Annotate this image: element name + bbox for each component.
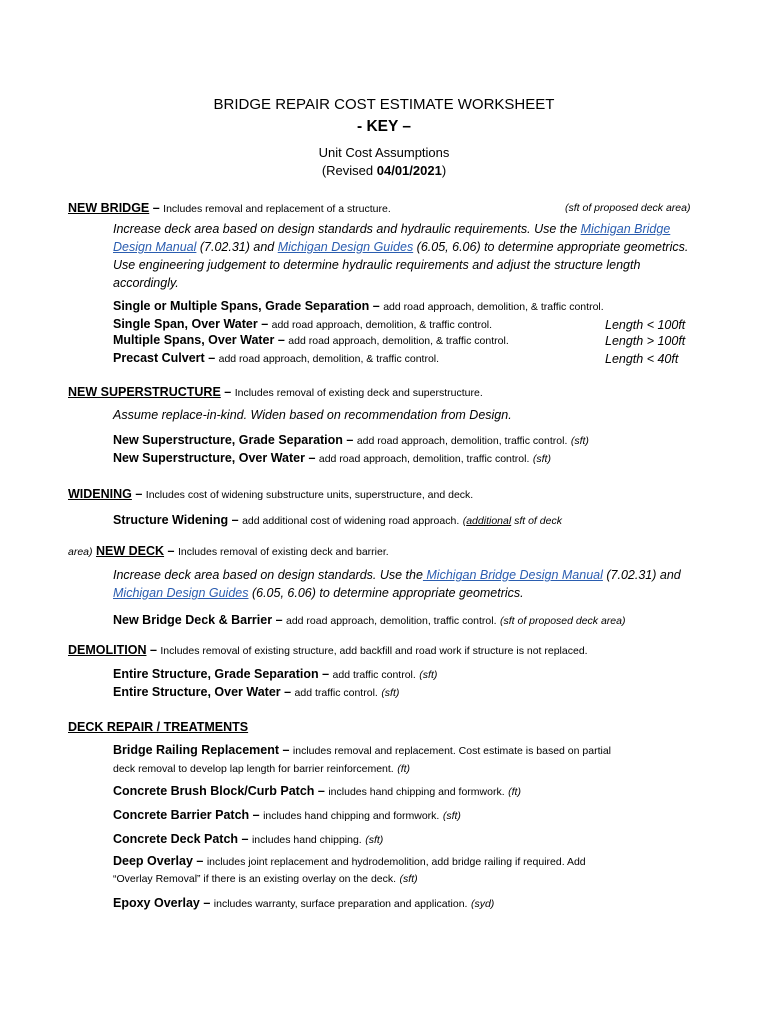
unit-wrap: area) (68, 546, 93, 558)
cost-item: New Bridge Deck & Barrier – add road approach, demolition, traffic control. (sft of proposed deck area) (113, 613, 626, 627)
cost-item: Epoxy Overlay – includes warranty, surface preparation and application. (syd) (113, 896, 495, 910)
item-name: Entire Structure, Grade Separation (113, 667, 319, 681)
item-unit: (ft) (508, 786, 521, 798)
item-unit: (sft) (442, 810, 461, 822)
item-unit: (sft) (365, 834, 384, 846)
item-desc: add additional cost of widening road approach. (242, 515, 460, 527)
paragraph-line: accordingly. (113, 276, 179, 290)
cost-item: Structure Widening – add additional cost of widening road approach. (additional sft of deck (113, 513, 562, 527)
cost-item: Concrete Barrier Patch – includes hand chipping and formwork. (sft) (113, 808, 461, 822)
cost-item: Concrete Brush Block/Curb Patch – includes hand chipping and formwork. (ft) (113, 784, 521, 798)
section-desc: Includes removal and replacement of a structure. (163, 203, 391, 215)
section-desc: Includes removal of existing deck and barrier. (177, 546, 389, 558)
para-text: (7.02.31) and (602, 568, 681, 582)
cost-item: Multiple Spans, Over Water – add road approach, demolition, & traffic control. (113, 333, 509, 347)
cost-item: Deep Overlay – includes joint replacement and hydrodemolition, add bridge railing if required. Add (113, 854, 586, 868)
unit-underlined: additional (466, 515, 512, 527)
section-title: DEMOLITION (68, 643, 147, 657)
item-desc: includes warranty, surface preparation and application. (213, 898, 468, 910)
item-name: Structure Widening (113, 513, 229, 527)
item-desc: deck removal to develop lap length for barrier reinforcement. (113, 763, 394, 775)
item-name: Concrete Brush Block/Curb Patch (113, 784, 315, 798)
subtitle: Unit Cost Assumptions (318, 145, 450, 160)
link-michigan-bridge-design-manual[interactable]: Design Manual (113, 240, 197, 254)
length-constraint: Length < 100ft (605, 318, 686, 332)
unit-label: (sft of proposed deck area) (565, 202, 691, 214)
document-title: BRIDGE REPAIR COST ESTIMATE WORKSHEET (213, 96, 555, 113)
key-label: - KEY – (357, 118, 411, 135)
cost-item-continued (113, 872, 418, 885)
section-desc: Includes cost of widening substructure units, superstructure, and deck. (145, 489, 474, 501)
item-desc: add road approach, demolition, traffic control. (318, 453, 530, 465)
section-desc: Includes removal of existing structure, add backfill and road work if structure is not replaced. (160, 645, 588, 657)
section-demolition: DEMOLITION – Includes removal of existing structure, add backfill and road work if structure is not replaced. (68, 643, 588, 657)
para-text: (6.05, 6.06) to determine appropriate geometrics. (248, 586, 524, 600)
item-desc: add road approach, demolition, traffic control. (356, 435, 568, 447)
link-michigan-bridge-design-manual[interactable]: Michigan Bridge (580, 222, 671, 236)
item-desc: add road approach, demolition, & traffic control. (383, 301, 604, 313)
section-dash: – (149, 201, 164, 215)
item-unit (463, 515, 562, 527)
item-name: Single or Multiple Spans, Grade Separation (113, 299, 370, 313)
item-name: Multiple Spans, Over Water (113, 333, 275, 347)
item-unit: (sft) (419, 669, 438, 681)
paragraph-line (113, 223, 670, 236)
cost-item: Entire Structure, Grade Separation – add traffic control. (sft) (113, 667, 438, 681)
item-name: Precast Culvert (113, 351, 205, 365)
link-michigan-bridge-design-manual[interactable]: Michigan Bridge Design Manual (422, 568, 603, 582)
section-desc: Includes removal of existing deck and superstructure. (234, 387, 483, 399)
item-desc: add traffic control. (332, 669, 416, 681)
item-unit: (ft) (397, 763, 411, 775)
paragraph-line (113, 587, 524, 600)
cost-item: Precast Culvert – add road approach, demolition, & traffic control. (113, 351, 440, 365)
item-desc: add road approach, demolition, & traffic control. (218, 353, 440, 365)
para-text: (7.02.31) and (196, 240, 278, 254)
item-name: Deep Overlay (113, 854, 193, 868)
item-unit: (sft of proposed deck area) (500, 615, 626, 627)
item-desc: includes hand chipping and formwork. (263, 810, 440, 822)
section-widening: WIDENING – Includes cost of widening substructure units, superstructure, and deck. (68, 487, 474, 501)
cost-item: Concrete Deck Patch – includes hand chipping. (sft) (113, 832, 384, 846)
para-text: (6.05, 6.06) to determine appropriate geometrics. (413, 240, 689, 254)
para-text: Increase deck area based on design standards and hydraulic requirements. Use the (113, 222, 581, 236)
paragraph-line: Use engineering judgement to determine hydraulic requirements and adjust the structure length (113, 258, 641, 272)
section-new-bridge (68, 202, 391, 215)
paragraph-line: Assume replace-in-kind. Widen based on recommendation from Design. (113, 408, 512, 422)
link-michigan-design-guides[interactable]: Michigan Design Guides (113, 586, 249, 600)
item-name: Bridge Railing Replacement (113, 743, 280, 757)
item-desc: add road approach, demolition, & traffic control. (288, 335, 509, 347)
section-title: WIDENING (68, 487, 132, 501)
item-name: Epoxy Overlay (113, 896, 200, 910)
length-constraint: Length > 100ft (605, 334, 686, 348)
revised-suffix: ) (441, 163, 447, 178)
item-desc: includes hand chipping and formwork. (328, 786, 505, 798)
section-title: NEW BRIDGE (68, 201, 150, 215)
cost-item: Single or Multiple Spans, Grade Separation – add road approach, demolition, & traffic control. (113, 299, 604, 313)
item-desc: add road approach, demolition, traffic control. (286, 615, 497, 627)
link-michigan-design-guides[interactable]: Michigan Design Guides (277, 240, 414, 254)
cost-item: Single Span, Over Water – add road approach, demolition, & traffic control. (113, 317, 493, 331)
section-title: DECK REPAIR / TREATMENTS (68, 720, 249, 734)
item-desc: “Overlay Removal” if there is an existing overlay on the deck. (113, 873, 397, 885)
section-title: NEW DECK (96, 544, 165, 558)
paragraph-line (113, 569, 681, 582)
paragraph-line (113, 241, 688, 254)
revised-line (0, 164, 768, 177)
item-desc: includes removal and replacement. Cost estimate is based on partial (292, 745, 612, 757)
item-desc: includes hand chipping. (251, 834, 362, 846)
revised-prefix: (Revised (321, 163, 377, 178)
item-unit: (sft) (532, 453, 551, 465)
unit-rest: sft of deck (511, 515, 562, 527)
item-name: Entire Structure, Over Water (113, 685, 281, 699)
section-deck-repair (68, 721, 248, 734)
item-desc: includes joint replacement and hydrodemolition, add bridge railing if required. Add (206, 856, 586, 868)
item-name: Concrete Deck Patch (113, 832, 239, 846)
section-title: NEW SUPERSTRUCTURE (68, 385, 221, 399)
item-unit: (syd) (470, 898, 495, 910)
cost-item: New Superstructure, Over Water – add road approach, demolition, traffic control. (sft) (113, 451, 551, 465)
item-name: Single Span, Over Water (113, 317, 258, 331)
cost-item: Bridge Railing Replacement – includes removal and replacement. Cost estimate is based on partial (113, 743, 612, 757)
length-constraint: Length < 40ft (605, 352, 679, 366)
item-desc: add traffic control. (294, 687, 378, 699)
item-name: Concrete Barrier Patch (113, 808, 250, 822)
cost-item: New Superstructure, Grade Separation – add road approach, demolition, traffic control. (sft) (113, 433, 589, 447)
unit-paren: ( (462, 515, 467, 527)
item-name: New Superstructure, Grade Separation (113, 433, 343, 447)
cost-item-continued (113, 762, 410, 775)
revised-date: 04/01/2021 (376, 163, 442, 178)
para-text: Increase deck area based on design standards. Use the (113, 568, 423, 582)
cost-item: Entire Structure, Over Water – add traffic control. (sft) (113, 685, 400, 699)
section-new-deck: area) NEW DECK – Includes removal of existing deck and barrier. (68, 544, 389, 558)
section-new-superstructure: NEW SUPERSTRUCTURE – Includes removal of existing deck and superstructure. (68, 385, 483, 399)
item-unit: (sft) (570, 435, 589, 447)
item-name: New Superstructure, Over Water (113, 451, 305, 465)
item-unit: (sft) (399, 873, 418, 885)
item-name: New Bridge Deck & Barrier (113, 613, 273, 627)
item-unit: (sft) (381, 687, 400, 699)
item-desc: add road approach, demolition, & traffic control. (271, 319, 493, 331)
